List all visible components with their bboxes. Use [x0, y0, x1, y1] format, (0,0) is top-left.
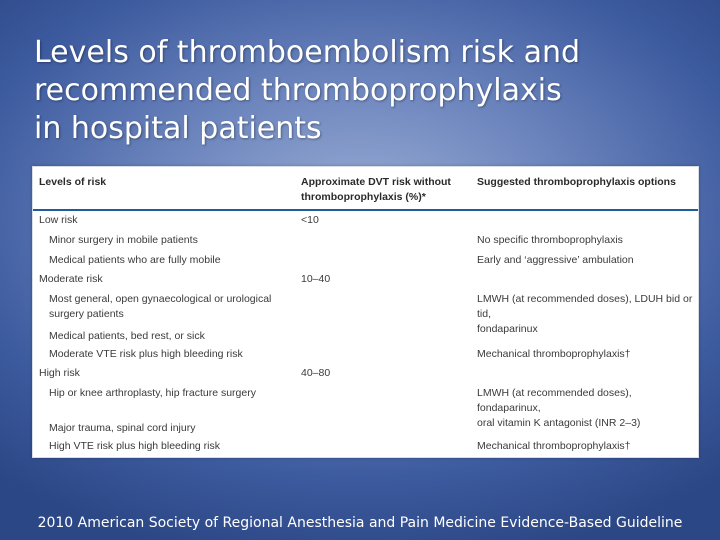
- option-line-1: LMWH (at recommended doses), LDUH bid or tid,: [477, 293, 693, 320]
- option-cell: Early and ‘aggressive’ ambulation: [477, 254, 634, 266]
- option-line-2: oral vitamin K antagonist (INR 2–3): [477, 417, 641, 429]
- option-cell: [477, 386, 695, 431]
- header-dvt-risk-line-2: thromboprophylaxis (%)*: [301, 191, 426, 203]
- dvt-risk-cell: 10–40: [301, 273, 331, 285]
- option-cell: No specific thromboprophylaxis: [477, 234, 623, 246]
- dvt-risk-cell: 40–80: [301, 367, 331, 379]
- risk-level-cell: [49, 292, 299, 322]
- risk-level-cell: Moderate risk: [39, 273, 103, 285]
- risk-level-cell: Medical patients who are fully mobile: [49, 254, 221, 266]
- title-line-3: in hospital patients: [34, 111, 322, 146]
- table-header: [33, 167, 698, 211]
- risk-level-cell: Moderate VTE risk plus high bleeding risk: [49, 348, 243, 360]
- option-cell: [477, 292, 695, 337]
- header-dvt-risk-line-1: Approximate DVT risk without: [301, 176, 451, 188]
- risk-level-cell: Minor surgery in mobile patients: [49, 234, 198, 246]
- risk-level-cell: Low risk: [39, 214, 78, 226]
- title-line-2: recommended thromboprophylaxis: [34, 73, 562, 108]
- option-line-1: LMWH (at recommended doses), fondaparinux,: [477, 387, 632, 414]
- header-thromboprophylaxis-options: Suggested thromboprophylaxis options: [477, 176, 676, 188]
- header-levels-of-risk: Levels of risk: [39, 176, 107, 188]
- dvt-risk-cell: <10: [301, 214, 319, 226]
- option-cell: Mechanical thromboprophylaxis†: [477, 440, 631, 452]
- option-line-2: fondaparinux: [477, 323, 538, 335]
- title-line-1: Levels of thromboembolism risk and: [34, 35, 581, 70]
- risk-level-cell: High VTE risk plus high bleeding risk: [49, 440, 220, 452]
- slide-title: [34, 34, 694, 148]
- risk-level-cell: High risk: [39, 367, 80, 379]
- risk-level-line-2: surgery patients: [49, 308, 124, 320]
- risk-table: [32, 166, 699, 458]
- risk-level-cell: Medical patients, bed rest, or sick: [49, 330, 205, 342]
- slide-footer-citation: 2010 American Society of Regional Anesthesia and Pain Medicine Evidence-Based Guideline: [37, 515, 683, 531]
- option-cell: Mechanical thromboprophylaxis†: [477, 348, 631, 360]
- risk-level-cell: Major trauma, spinal cord injury: [49, 422, 196, 434]
- header-dvt-risk: [301, 175, 471, 205]
- risk-level-cell: Hip or knee arthroplasty, hip fracture surgery: [49, 387, 256, 399]
- risk-level-line-1: Most general, open gynaecological or urological: [49, 293, 272, 305]
